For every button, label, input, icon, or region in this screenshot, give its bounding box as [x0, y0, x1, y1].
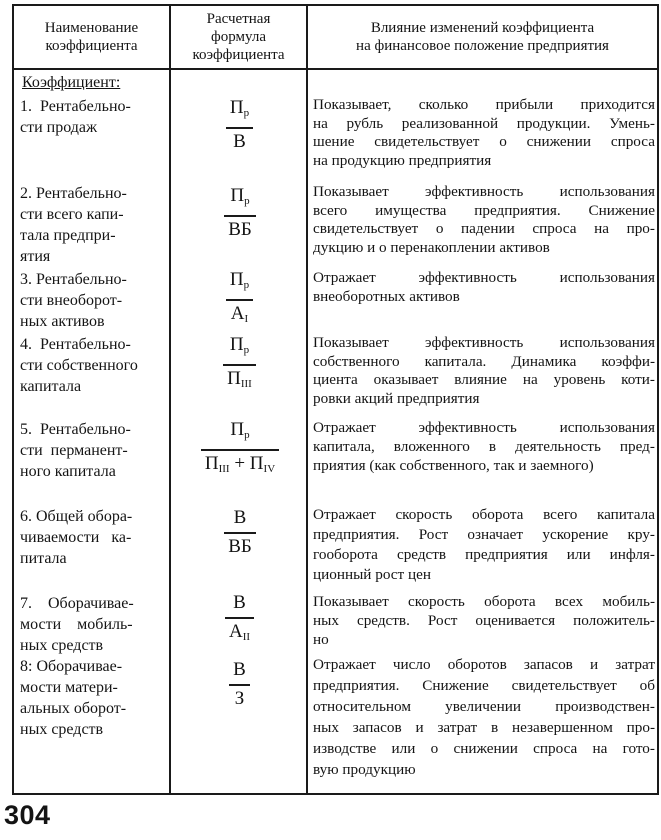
header-text: Расчетная: [206, 11, 271, 27]
ratio-name-line: мости мобиль-: [20, 616, 133, 633]
ratio-description-line: шение свидетельствует о снижении спроса: [313, 133, 655, 150]
numerator-symbol: В: [233, 507, 247, 528]
ratio-description-line: собственного капитала. Динамика коэффи-: [313, 352, 655, 370]
ratio-name-line: ных средств: [20, 721, 104, 738]
formula-denominator: [235, 688, 245, 710]
descriptions-column: [307, 69, 658, 794]
ratio-description-line: ционный рост цен: [313, 566, 431, 583]
formula-numerator: [230, 334, 249, 361]
formula-numerator: [234, 507, 247, 529]
section-label: Коэффициент:: [22, 74, 121, 91]
ratio-name-line: 8: Оборачивае-: [20, 658, 123, 675]
ratio-name-line: 1. Рентабельно-: [20, 98, 131, 115]
ratio-description-line: приятия (как собственного, так и заемного): [313, 457, 594, 474]
ratio-name-line: ятия: [20, 248, 51, 265]
numerator-symbol: В: [233, 592, 246, 613]
ratio-name-line: ных средств: [20, 637, 104, 654]
ratio-name-line: сти внеоборот-: [20, 292, 123, 309]
numerator-subscript: р: [244, 195, 250, 207]
formula-fraction: [226, 269, 253, 330]
formula-fraction: [201, 419, 279, 480]
ratio-description-line: Показывает эффективность использования: [313, 334, 655, 351]
formula-denominator: [233, 131, 246, 153]
formula-denominator: [229, 621, 250, 648]
denominator-subscript: II: [242, 631, 251, 643]
ratio-description-line: ных запасов и затрат в незавершенном про-: [313, 719, 655, 736]
formula-fraction: [224, 507, 256, 558]
denominator-plus-subscript: IV: [263, 463, 276, 475]
denominator-symbol: ВБ: [228, 536, 252, 557]
ratio-description-line: предприятия. Снижение свидетельствует об: [313, 677, 655, 694]
names-column: [13, 69, 170, 794]
header-text: Наименование: [44, 20, 139, 36]
formula-numerator: [233, 592, 246, 614]
ratio-name-line: чиваемости ка-: [20, 529, 132, 546]
fraction-bar: [223, 364, 256, 366]
ratio-description-line: Показывает скорость оборота всех мобиль-: [313, 593, 655, 610]
formula-numerator: [230, 97, 249, 124]
header-text: коэффициента: [192, 47, 285, 63]
numerator-subscript: р: [243, 107, 250, 119]
denominator-symbol: ВБ: [228, 219, 252, 240]
formula-numerator: [233, 659, 246, 681]
ratio-name-line: 3. Рентабельно-: [20, 271, 127, 288]
table-header-row: [13, 5, 658, 69]
ratio-description-line: на продукцию предприятия: [313, 151, 492, 169]
ratio-description-line: внеоборотных активов: [313, 287, 460, 305]
ratio-name-line: тала предпри-: [20, 227, 116, 244]
ratio-description-line: всего имущества предприятия. Снижение: [313, 201, 655, 219]
formula-numerator: [230, 185, 249, 212]
ratio-description-line: циента оказывает влияние на уровень коти-: [313, 371, 655, 388]
ratio-description-line: изводстве или о снижении спроса на гото-: [313, 740, 655, 757]
fraction-bar: [201, 449, 279, 451]
ratio-description-line: на рубль реализованной продукции. Умень-: [313, 114, 655, 132]
ratio-name-line: 5. Рентабельно-: [20, 421, 131, 438]
denominator-symbol: З: [234, 688, 245, 709]
denominator-symbol: П: [204, 453, 219, 474]
numerator-symbol: П: [229, 97, 244, 118]
header-text: коэффициента: [45, 38, 138, 54]
formula-denominator: [231, 303, 248, 330]
formula-denominator: [228, 536, 252, 558]
denominator-subscript: III: [240, 378, 252, 390]
ratio-description-line: вую продукцию: [313, 761, 416, 778]
denominator-symbol: В: [233, 131, 246, 152]
ratio-name-line: сти перманент-: [20, 442, 128, 459]
ratio-description-line: дукцию и о перенакоплении активов: [313, 238, 550, 256]
ratio-name-line: альных оборот-: [20, 700, 127, 717]
formula-fraction: [223, 334, 256, 395]
denominator-symbol: А: [228, 621, 243, 642]
ratio-name-line: 6. Общей обора-: [20, 508, 133, 525]
formula-fraction: [226, 97, 253, 153]
header-name-column: [13, 5, 170, 69]
numerator-symbol: П: [230, 419, 245, 440]
ratio-description-line: гооборота средств предприятия или инфля-: [313, 546, 655, 563]
ratio-description-line: относительном увеличении производствен-: [313, 698, 655, 715]
formula-fraction: [229, 659, 250, 710]
header-formula-column: [170, 5, 307, 69]
fraction-bar: [229, 684, 250, 686]
ratio-name-line: сти собственного: [20, 357, 138, 374]
ratio-name-line: 2. Рентабельно-: [20, 185, 127, 202]
denominator-subscript: III: [218, 463, 230, 475]
fraction-bar: [226, 299, 253, 301]
ratio-name-line: сти продаж: [20, 119, 98, 136]
ratio-description-line: капитала, вложенного в деятельность пред-: [313, 438, 655, 455]
numerator-symbol: П: [230, 185, 245, 206]
ratio-name-line: сти всего капи-: [20, 206, 124, 223]
numerator-symbol: В: [233, 659, 246, 680]
ratio-name-line: ных активов: [20, 313, 105, 330]
denominator-plus-term: + П: [229, 453, 264, 474]
denominator-symbol: А: [230, 303, 245, 324]
formula-fraction: [225, 592, 254, 648]
header-text: на финансовое положение предприятия: [356, 38, 609, 54]
header-text: формула: [211, 29, 266, 45]
ratio-description-line: Показывает, сколько прибыли приходится: [313, 96, 655, 113]
formula-fraction: [224, 185, 256, 241]
ratio-name-line: питала: [20, 550, 67, 567]
fraction-bar: [225, 617, 254, 619]
ratio-description-line: но: [313, 631, 329, 648]
formula-numerator: [230, 269, 249, 296]
fraction-bar: [224, 532, 256, 534]
header-impact-column: [307, 5, 658, 69]
ratio-description-line: Отражает эффективность использования: [313, 419, 655, 436]
ratio-name-line: 4. Рентабельно-: [20, 336, 131, 353]
formula-denominator: [228, 219, 252, 241]
numerator-subscript: р: [244, 429, 250, 441]
numerator-subscript: р: [243, 279, 250, 291]
ratios-table: [12, 4, 659, 795]
table-body-row: [13, 69, 658, 794]
ratio-description-line: Показывает эффективность использования: [313, 183, 655, 200]
ratio-description-line: Отражает скорость оборота всего капитала: [313, 506, 655, 523]
ratio-name-line: капитала: [20, 378, 82, 395]
header-text: Влияние изменений коэффициента: [370, 20, 595, 36]
ratio-description-line: ровки акций предприятия: [313, 389, 480, 407]
ratio-description-line: Отражает эффективность использования: [313, 269, 655, 286]
formula-numerator: [230, 419, 249, 446]
ratio-name-line: мости матери-: [20, 679, 118, 696]
numerator-symbol: П: [229, 334, 244, 355]
formula-denominator: [205, 453, 275, 480]
ratio-description-line: Отражает число оборотов запасов и затрат: [313, 656, 655, 673]
formulas-column: [170, 69, 307, 794]
ratio-name-line: 7. Оборачивае-: [20, 595, 134, 612]
fraction-bar: [226, 127, 253, 129]
numerator-subscript: р: [243, 344, 250, 356]
ratio-description-line: предприятия. Рост означает ускорение кру-: [313, 526, 655, 543]
fraction-bar: [224, 215, 256, 217]
ratio-description-line: ных средств. Рост оценивается положитель-: [313, 612, 655, 629]
denominator-subscript: I: [244, 313, 249, 325]
ratio-description-line: свидетельствует о падении спроса на про-: [313, 220, 655, 237]
numerator-symbol: П: [229, 269, 244, 290]
denominator-symbol: П: [227, 368, 241, 389]
formula-denominator: [227, 368, 252, 395]
ratio-name-line: ного капитала: [20, 463, 116, 480]
page-number: 304: [4, 800, 51, 830]
